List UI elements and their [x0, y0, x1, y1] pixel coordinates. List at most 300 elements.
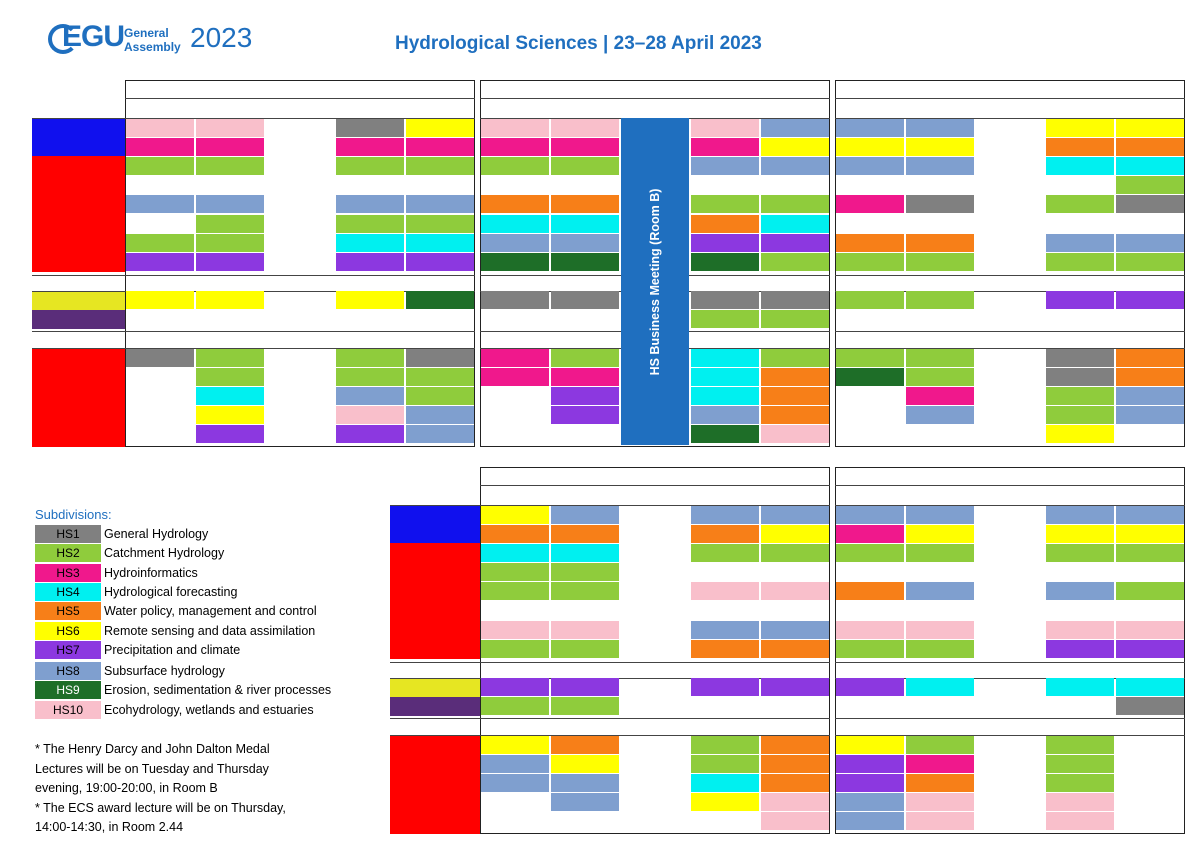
legend-swatch: HS5 [35, 602, 101, 620]
session-cell [1116, 621, 1184, 639]
session-cell [691, 291, 759, 309]
legend-swatch: HS8 [35, 662, 101, 680]
session-cell [906, 506, 974, 524]
session-cell [196, 234, 264, 252]
session-cell [691, 621, 759, 639]
legend-swatch: HS4 [35, 583, 101, 601]
session-cell [336, 215, 404, 233]
separator [32, 275, 125, 276]
session-cell [836, 774, 904, 792]
session-cell [551, 755, 619, 773]
session-cell [1046, 755, 1114, 773]
session-cell [761, 640, 829, 658]
session-cell [691, 368, 759, 386]
session-cell [906, 387, 974, 405]
session-cell [196, 406, 264, 424]
session-cell [906, 678, 974, 696]
session-cell [481, 253, 549, 271]
session-cell [761, 425, 829, 443]
session-cell [406, 119, 474, 137]
session-cell [906, 119, 974, 137]
business-meeting-label: HS Business Meeting (Room B) [648, 188, 662, 375]
separator [125, 331, 475, 332]
session-cell [336, 291, 404, 309]
session-cell [1116, 678, 1184, 696]
session-cell [836, 736, 904, 754]
session-cell [761, 234, 829, 252]
separator [125, 98, 475, 99]
session-cell [1046, 253, 1114, 271]
session-cell [1046, 678, 1114, 696]
session-cell [1046, 525, 1114, 543]
separator [480, 98, 830, 99]
legend-swatch: HS10 [35, 701, 101, 719]
session-cell [761, 157, 829, 175]
room-label [390, 505, 480, 524]
session-cell [906, 349, 974, 367]
session-cell [906, 195, 974, 213]
session-cell [551, 563, 619, 581]
session-cell [481, 368, 549, 386]
session-cell [336, 425, 404, 443]
room-label [390, 563, 480, 582]
session-cell [761, 621, 829, 639]
session-cell [481, 215, 549, 233]
session-cell [1046, 157, 1114, 175]
session-cell [836, 368, 904, 386]
session-cell [406, 253, 474, 271]
footnote-line: 14:00-14:30, in Room 2.44 [35, 820, 184, 834]
session-cell [761, 195, 829, 213]
logo-egu: EGU [62, 20, 125, 53]
session-cell [1116, 544, 1184, 562]
room-label [32, 176, 125, 195]
session-cell [336, 157, 404, 175]
session-cell [551, 678, 619, 696]
legend-label: Catchment Hydrology [104, 546, 225, 561]
session-cell [481, 506, 549, 524]
session-cell [1046, 774, 1114, 792]
session-cell [1046, 425, 1114, 443]
subdivisions-title: Subdivisions: [35, 507, 112, 522]
session-cell [906, 793, 974, 811]
room-label [32, 118, 125, 137]
posters-room-block [390, 735, 480, 834]
legend-label: General Hydrology [104, 527, 209, 541]
session-cell [336, 406, 404, 424]
session-cell [691, 582, 759, 600]
session-cell [126, 253, 194, 271]
session-cell [691, 253, 759, 271]
separator [835, 718, 1185, 719]
session-cell [336, 119, 404, 137]
separator [480, 718, 830, 719]
session-cell [836, 234, 904, 252]
session-cell [336, 387, 404, 405]
session-cell [906, 640, 974, 658]
session-cell [691, 640, 759, 658]
session-cell [691, 736, 759, 754]
room-label [32, 156, 125, 175]
session-cell [1046, 582, 1114, 600]
session-cell [481, 582, 549, 600]
separator [32, 348, 125, 349]
separator [125, 275, 475, 276]
separator [390, 505, 480, 506]
session-cell [336, 368, 404, 386]
session-cell [1116, 406, 1184, 424]
session-cell [691, 138, 759, 156]
session-cell [1116, 253, 1184, 271]
session-cell [761, 506, 829, 524]
egu-logo [48, 22, 268, 62]
session-cell [1116, 368, 1184, 386]
session-cell [1046, 640, 1114, 658]
session-cell [126, 291, 194, 309]
legend-label: Hydrological forecasting [104, 584, 238, 599]
session-cell [836, 349, 904, 367]
session-cell [481, 157, 549, 175]
session-cell [551, 697, 619, 715]
session-cell [761, 406, 829, 424]
logo-year: 2023 [190, 22, 253, 53]
footnote-line: * The ECS award lecture will be on Thursday, [35, 800, 286, 815]
session-cell [761, 678, 829, 696]
legend-label: Ecohydrology, wetlands and estuaries [104, 702, 314, 717]
session-cell [406, 406, 474, 424]
session-cell [126, 138, 194, 156]
logo-line1: General [124, 26, 169, 40]
session-cell [1046, 736, 1114, 754]
session-cell [836, 640, 904, 658]
session-cell [126, 234, 194, 252]
session-cell [551, 544, 619, 562]
room-label [32, 195, 125, 214]
footnote-line: Lectures will be on Tuesday and Thursday [35, 761, 269, 776]
session-cell [761, 215, 829, 233]
session-cell [196, 387, 264, 405]
session-cell [836, 678, 904, 696]
room-label [390, 582, 480, 601]
session-cell [196, 253, 264, 271]
legend-swatch: HS9 [35, 681, 101, 699]
session-cell [481, 291, 549, 309]
room-label [32, 291, 125, 310]
session-cell [551, 774, 619, 792]
session-cell [1046, 195, 1114, 213]
session-cell [406, 368, 474, 386]
session-cell [906, 234, 974, 252]
room-label [32, 310, 125, 329]
session-cell [906, 736, 974, 754]
session-cell [481, 119, 549, 137]
session-cell [1116, 349, 1184, 367]
session-cell [836, 793, 904, 811]
session-cell [196, 349, 264, 367]
session-cell [691, 544, 759, 562]
session-cell [406, 157, 474, 175]
session-cell [336, 253, 404, 271]
separator [480, 485, 830, 486]
session-cell [481, 774, 549, 792]
session-cell [906, 157, 974, 175]
session-cell [691, 506, 759, 524]
legend-swatch: HS3 [35, 564, 101, 582]
session-cell [761, 582, 829, 600]
session-cell [761, 310, 829, 328]
session-cell [691, 310, 759, 328]
session-cell [1116, 291, 1184, 309]
separator [835, 331, 1185, 332]
session-cell [836, 253, 904, 271]
session-cell [196, 291, 264, 309]
session-cell [761, 253, 829, 271]
session-cell [1046, 544, 1114, 562]
session-cell [1116, 582, 1184, 600]
room-label [390, 639, 480, 658]
session-cell [551, 506, 619, 524]
room-label [390, 601, 480, 620]
session-cell [691, 234, 759, 252]
session-cell [1046, 387, 1114, 405]
session-cell [1116, 138, 1184, 156]
legend-label: Water policy, management and control [104, 604, 317, 619]
footnote-line: evening, 19:00-20:00, in Room B [35, 781, 218, 795]
legend-label: Hydroinformatics [104, 565, 198, 580]
session-cell [691, 425, 759, 443]
session-cell [406, 291, 474, 309]
separator [32, 118, 125, 119]
page-title: Hydrological Sciences | 23–28 April 2023 [395, 33, 762, 54]
session-cell [551, 525, 619, 543]
legend-swatch: HS6 [35, 622, 101, 640]
room-label [390, 678, 480, 697]
session-cell [836, 195, 904, 213]
session-cell [481, 349, 549, 367]
session-cell [196, 425, 264, 443]
session-cell [481, 138, 549, 156]
session-cell [551, 157, 619, 175]
session-cell [1116, 525, 1184, 543]
session-cell [906, 621, 974, 639]
session-cell [551, 368, 619, 386]
session-cell [336, 195, 404, 213]
session-cell [1116, 234, 1184, 252]
session-cell [481, 736, 549, 754]
session-cell [691, 215, 759, 233]
session-cell [836, 582, 904, 600]
session-cell [1116, 195, 1184, 213]
session-cell [406, 195, 474, 213]
session-cell [761, 119, 829, 137]
session-cell [836, 119, 904, 137]
session-cell [551, 291, 619, 309]
session-cell [551, 195, 619, 213]
session-cell [481, 621, 549, 639]
session-cell [481, 195, 549, 213]
session-cell [1046, 119, 1114, 137]
session-cell [691, 349, 759, 367]
session-cell [551, 640, 619, 658]
legend-swatch: HS7 [35, 641, 101, 659]
session-cell [406, 387, 474, 405]
session-cell [906, 812, 974, 830]
session-cell [126, 119, 194, 137]
legend-label: Subsurface hydrology [104, 664, 225, 679]
separator [32, 331, 125, 332]
session-cell [196, 215, 264, 233]
room-label [390, 620, 480, 639]
session-cell [551, 349, 619, 367]
legend-label: Precipitation and climate [104, 642, 241, 657]
session-cell [836, 621, 904, 639]
session-cell [126, 195, 194, 213]
session-cell [691, 119, 759, 137]
business-meeting-bar [621, 118, 689, 445]
session-cell [836, 138, 904, 156]
session-cell [691, 525, 759, 543]
session-cell [761, 291, 829, 309]
session-cell [906, 368, 974, 386]
session-cell [1046, 621, 1114, 639]
session-cell [906, 138, 974, 156]
session-cell [406, 349, 474, 367]
session-cell [336, 349, 404, 367]
session-cell [1116, 387, 1184, 405]
session-cell [1116, 176, 1184, 194]
session-cell [551, 234, 619, 252]
session-cell [481, 678, 549, 696]
room-label [390, 697, 480, 716]
session-cell [836, 755, 904, 773]
session-cell [551, 215, 619, 233]
session-cell [906, 253, 974, 271]
session-cell [336, 138, 404, 156]
session-cell [761, 349, 829, 367]
session-cell [836, 544, 904, 562]
session-cell [691, 755, 759, 773]
session-cell [1046, 349, 1114, 367]
session-cell [691, 157, 759, 175]
session-cell [761, 138, 829, 156]
room-label [32, 233, 125, 252]
separator [390, 678, 480, 679]
session-cell [691, 387, 759, 405]
session-cell [691, 195, 759, 213]
session-cell [196, 157, 264, 175]
legend-label: Erosion, sedimentation & river processes [104, 683, 332, 698]
session-cell [196, 195, 264, 213]
legend-swatch: HS2 [35, 544, 101, 562]
legend-swatch: HS1 [35, 525, 101, 543]
footnote-line: * The Henry Darcy and John Dalton Medal [35, 742, 270, 756]
separator [390, 718, 480, 719]
room-label [32, 214, 125, 233]
session-cell [691, 678, 759, 696]
session-cell [761, 793, 829, 811]
session-cell [1116, 119, 1184, 137]
session-cell [551, 387, 619, 405]
session-cell [551, 736, 619, 754]
session-cell [1046, 812, 1114, 830]
separator [835, 485, 1185, 486]
session-cell [481, 697, 549, 715]
room-label [32, 137, 125, 156]
session-cell [1046, 406, 1114, 424]
session-cell [126, 157, 194, 175]
session-cell [691, 774, 759, 792]
separator [835, 98, 1185, 99]
session-cell [196, 368, 264, 386]
session-cell [551, 793, 619, 811]
session-cell [481, 563, 549, 581]
session-cell [761, 736, 829, 754]
legend-label: Remote sensing and data assimilation [104, 623, 316, 638]
separator [32, 291, 125, 292]
session-cell [406, 425, 474, 443]
session-cell [1116, 697, 1184, 715]
session-cell [406, 215, 474, 233]
session-cell [551, 119, 619, 137]
session-cell [1116, 506, 1184, 524]
session-cell [761, 544, 829, 562]
separator [835, 662, 1185, 663]
session-cell [551, 582, 619, 600]
session-cell [481, 640, 549, 658]
session-cell [906, 755, 974, 773]
room-label [390, 524, 480, 543]
session-cell [1046, 506, 1114, 524]
session-cell [406, 234, 474, 252]
session-cell [196, 119, 264, 137]
session-cell [551, 406, 619, 424]
session-cell [906, 774, 974, 792]
session-cell [481, 234, 549, 252]
session-cell [836, 291, 904, 309]
posters-room-block [32, 348, 125, 447]
session-cell [481, 525, 549, 543]
session-cell [836, 157, 904, 175]
separator [390, 735, 480, 736]
session-cell [1116, 157, 1184, 175]
logo-line2: Assembly [124, 40, 181, 54]
room-label [390, 543, 480, 562]
session-cell [196, 138, 264, 156]
session-cell [906, 406, 974, 424]
room-label [32, 252, 125, 271]
separator [480, 662, 830, 663]
session-cell [761, 774, 829, 792]
session-cell [1046, 793, 1114, 811]
session-cell [1046, 138, 1114, 156]
session-cell [481, 755, 549, 773]
session-cell [1116, 640, 1184, 658]
session-cell [1046, 291, 1114, 309]
session-cell [761, 812, 829, 830]
separator [835, 275, 1185, 276]
session-cell [551, 138, 619, 156]
session-cell [1046, 368, 1114, 386]
session-cell [691, 406, 759, 424]
session-cell [761, 387, 829, 405]
session-cell [906, 291, 974, 309]
session-cell [906, 525, 974, 543]
session-cell [691, 793, 759, 811]
separator [390, 662, 480, 663]
session-cell [906, 544, 974, 562]
session-cell [761, 525, 829, 543]
session-cell [551, 621, 619, 639]
